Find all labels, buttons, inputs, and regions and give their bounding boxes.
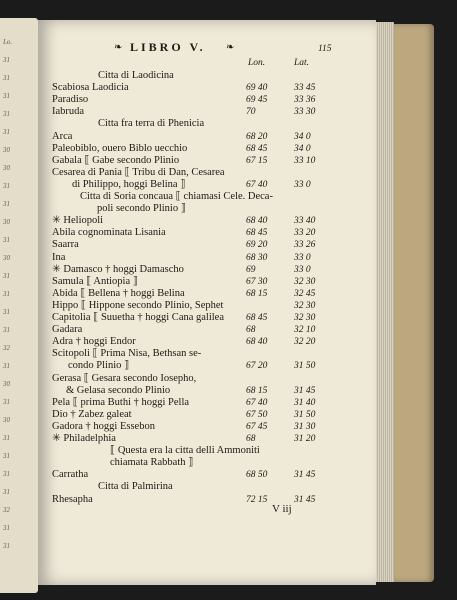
- entry-latitude: 33 40: [294, 216, 316, 227]
- entry-text: Dio † Zabez galeat: [52, 408, 132, 420]
- facing-page-number-fragment: 31: [3, 56, 10, 64]
- entry-text: Abida ⟦ Bellena † hoggi Belina: [52, 287, 185, 299]
- entry-latitude: 33 26: [294, 240, 316, 251]
- entry-latitude: 33 10: [294, 155, 316, 166]
- page-edges: [376, 22, 394, 582]
- entry-text: Gadara: [52, 324, 83, 336]
- facing-page-number-fragment: 31: [3, 200, 10, 208]
- facing-page-number-fragment: 30: [3, 416, 10, 424]
- entry-text: chiamata Rabbath ⟧: [110, 457, 194, 469]
- entry-latitude: 33 36: [294, 95, 316, 106]
- facing-page-number-fragment: 31: [3, 452, 10, 460]
- entry-longitude: 69 45: [246, 95, 268, 106]
- lon-header: Lon.: [248, 58, 266, 68]
- entry-longitude: 68 40: [246, 337, 268, 348]
- facing-page-number-fragment: 31: [3, 524, 10, 532]
- entry-longitude: 68 45: [246, 313, 268, 323]
- facing-page-number-fragment: 31: [3, 272, 10, 280]
- entry-longitude: 69 20: [246, 240, 268, 251]
- facing-page-number-fragment: 31: [3, 110, 10, 118]
- entry-text: Scabiosa Laodicia: [52, 82, 129, 94]
- facing-page-number-fragment: 30: [3, 218, 10, 226]
- entry-longitude: 68 30: [246, 252, 268, 263]
- entry-latitude: 31 50: [294, 409, 316, 420]
- facing-page-number-fragment: 30: [3, 146, 10, 154]
- entry-longitude: 69: [246, 264, 256, 275]
- entry-text: Saarra: [52, 239, 79, 251]
- entry-text: Adra † hoggi Endor: [52, 336, 136, 348]
- facing-page-number-fragment: 31: [3, 128, 10, 136]
- facing-page-number-fragment: 30: [3, 254, 10, 262]
- entry-longitude: 68 15: [246, 385, 268, 396]
- entry-latitude: 33 0: [294, 252, 311, 263]
- facing-page-number-fragment: 30: [3, 380, 10, 388]
- entry-longitude: 72 15: [246, 494, 268, 505]
- entry-text: Gerasa ⟦ Gesara secondo Iosepho,: [52, 372, 197, 384]
- entry-text: Cesarea di Pania ⟦ Tribu di Dan, Cesarea: [52, 166, 225, 178]
- entry-text: Citta di Laodicina: [98, 70, 174, 81]
- entry-latitude: 33 0: [294, 179, 311, 190]
- entry-text: Capitolia ⟦ Suuetha † hoggi Cana galilea: [52, 312, 224, 323]
- entry-text: Citta fra terra di Phenicia: [98, 118, 205, 130]
- facing-page-number-fragment: 31: [3, 362, 10, 370]
- entry-text: Pela ⟦ prima Buthi † hoggi Pella: [52, 396, 190, 408]
- entry-longitude: 68: [246, 325, 256, 336]
- entry-text: Paradiso: [52, 94, 89, 106]
- entry-longitude: 68 50: [246, 470, 268, 481]
- entry-longitude: 68 15: [246, 288, 268, 299]
- entry-longitude: 67 50: [246, 409, 268, 420]
- entry-text: poli secondo Plinio ⟧: [97, 203, 186, 215]
- facing-page-number-fragment: 31: [3, 92, 10, 100]
- entry-text: ✳ Philadelphia: [52, 433, 116, 444]
- running-head: LIBRO V.: [130, 40, 206, 54]
- entry-longitude: 67 40: [246, 179, 268, 190]
- entry-latitude: 34 0: [294, 131, 311, 142]
- entry-latitude: 33 0: [294, 264, 311, 275]
- entry-longitude: 67 20: [246, 361, 268, 372]
- entry-longitude: 68 40: [246, 216, 268, 227]
- facing-page-number-fragment: Lo.: [3, 38, 13, 46]
- entry-longitude: 69 40: [246, 83, 268, 94]
- entry-text: Hippo ⟦ Hippone secondo Plinio, Sephet: [52, 299, 224, 311]
- entry-latitude: 32 30: [294, 300, 316, 311]
- entry-latitude: 32 30: [294, 313, 316, 323]
- entry-text: Abila cognominata Lisania: [52, 227, 166, 239]
- entry-latitude: 32 20: [294, 337, 316, 348]
- lat-header: Lat.: [294, 58, 310, 68]
- facing-page-number-fragment: 31: [3, 542, 10, 550]
- entry-latitude: 33 45: [294, 83, 316, 94]
- entry-latitude: 32 10: [294, 325, 316, 336]
- entry-longitude: 67 15: [246, 155, 268, 166]
- entry-longitude: 68 20: [246, 131, 268, 142]
- entry-text: Arca: [52, 130, 73, 142]
- entry-text: & Gelasa secondo Plinio: [66, 384, 171, 396]
- entry-latitude: 31 20: [294, 434, 316, 444]
- entry-latitude: 33 30: [294, 107, 316, 118]
- entry-longitude: 67 30: [246, 276, 268, 287]
- ornament-right: ❧: [226, 42, 235, 53]
- entry-text: Citta di Soria concaua ⟦ chiamasi Cele. Deca-: [80, 191, 273, 202]
- entry-longitude: 67 45: [246, 421, 268, 432]
- entry-longitude: 70: [246, 107, 256, 118]
- entry-latitude: 34 0: [294, 143, 311, 154]
- entry-text: ⟦ Questa era la citta delli Ammoniti: [110, 445, 260, 457]
- entry-longitude: 68 45: [246, 228, 268, 239]
- facing-page-number-fragment: 31: [3, 326, 10, 334]
- entry-latitude: 31 30: [294, 421, 316, 432]
- entry-text: Carratha: [52, 469, 89, 481]
- entry-text: Ina: [52, 251, 66, 263]
- page-number: 115: [318, 44, 332, 54]
- entry-text: condo Plinio ⟧: [68, 360, 130, 372]
- entry-latitude: 31 45: [294, 385, 316, 396]
- entry-latitude: 32 30: [294, 276, 316, 287]
- entry-longitude: 68 45: [246, 143, 268, 154]
- entry-latitude: 31 50: [294, 361, 316, 372]
- entry-latitude: 32 45: [294, 288, 316, 299]
- ornament-left: ❧: [114, 42, 123, 53]
- facing-page-number-fragment: 31: [3, 74, 10, 82]
- entry-text: Gadora † hoggi Essebon: [52, 420, 155, 432]
- entry-latitude: 31 40: [294, 397, 316, 408]
- entry-longitude: 67 40: [246, 397, 268, 408]
- entry-text: Citta di Palmirina: [98, 481, 173, 493]
- signature-mark: V iij: [272, 503, 292, 515]
- facing-page-number-fragment: 32: [3, 506, 10, 514]
- entry-latitude: 31 45: [294, 470, 316, 481]
- entry-text: ✳ Damasco † hoggi Damascho: [52, 263, 184, 275]
- facing-page-number-fragment: 31: [3, 236, 10, 244]
- entry-longitude: 68: [246, 434, 256, 444]
- entry-text: ✳ Heliopoli: [52, 215, 104, 227]
- entry-text: Rhesapha: [52, 493, 93, 505]
- facing-page-number-fragment: 32: [3, 344, 10, 352]
- facing-page-number-fragment: 31: [3, 488, 10, 496]
- entry-text: Scitopoli ⟦ Prima Nisa, Bethsan se-: [52, 348, 202, 360]
- book-page: [38, 20, 376, 585]
- facing-page-number-fragment: 31: [3, 434, 10, 442]
- facing-page-number-fragment: 31: [3, 398, 10, 406]
- facing-page-number-fragment: 31: [3, 290, 10, 298]
- facing-page-number-fragment: 31: [3, 470, 10, 478]
- facing-page-number-fragment: 30: [3, 164, 10, 172]
- entry-text: di Philippo, hoggi Belina ⟧: [72, 178, 186, 190]
- entry-latitude: 33 20: [294, 228, 316, 239]
- entry-text: Paleobiblo, ouero Biblo uecchio: [52, 142, 188, 154]
- facing-page-number-fragment: 31: [3, 182, 10, 190]
- entry-text: Iabruda: [52, 106, 85, 118]
- entry-text: Gabala ⟦ Gabe secondo Plinio: [52, 154, 180, 166]
- book-cover: [394, 24, 434, 582]
- facing-page-fragment: [0, 18, 38, 593]
- entry-text: Samula ⟦ Antiopia ⟧: [52, 275, 138, 287]
- facing-page-number-fragment: 31: [3, 308, 10, 316]
- entry-latitude: 31 45: [294, 494, 316, 505]
